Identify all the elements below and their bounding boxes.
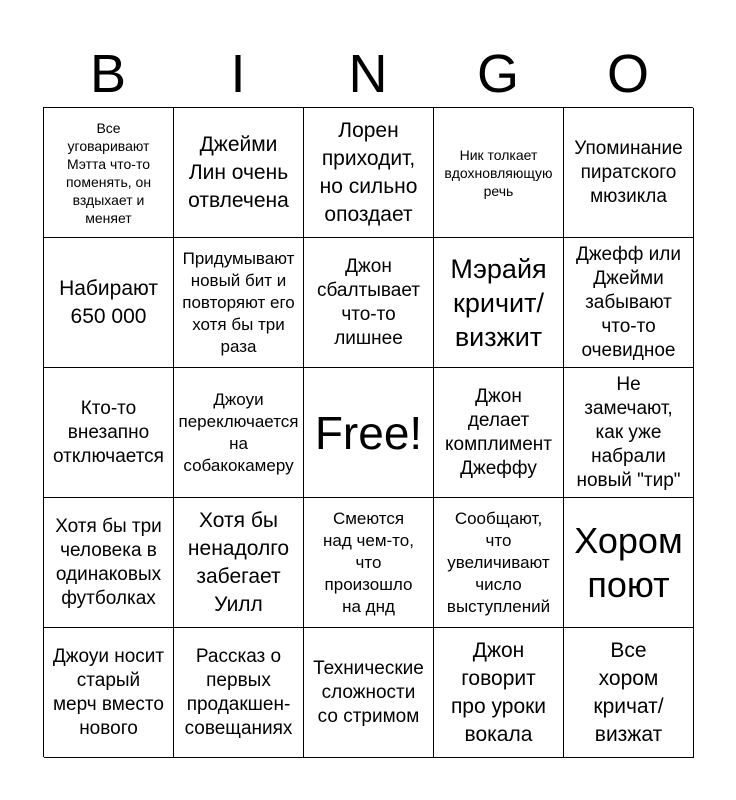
bingo-card-grid bbox=[43, 107, 693, 757]
cell-text: Набирают 650 000 bbox=[59, 276, 158, 328]
bingo-cell[interactable] bbox=[44, 108, 174, 238]
bingo-cell[interactable] bbox=[44, 498, 174, 628]
bingo-cell[interactable] bbox=[174, 368, 304, 498]
bingo-cell[interactable] bbox=[434, 628, 564, 758]
bingo-cell[interactable] bbox=[304, 498, 434, 628]
header-letter-g: G bbox=[476, 44, 519, 104]
bingo-cell[interactable] bbox=[304, 628, 434, 758]
bingo-cell[interactable] bbox=[44, 238, 174, 368]
bingo-cell[interactable] bbox=[44, 368, 174, 498]
cell-text: Джон говорит про уроки вокала bbox=[450, 638, 547, 746]
cell-text: Все уговаривают Мэтта что-то поменять, он вздыхает и меняет bbox=[65, 119, 152, 226]
cell-text: Сообщают, что увеличивают число выступлений bbox=[446, 508, 551, 616]
cell-text: Джейми Лин очень отвлечена bbox=[188, 132, 289, 212]
free-space-text: Free! bbox=[314, 406, 423, 459]
header-letter-n: N bbox=[348, 44, 388, 104]
cell-text: Джоуи носит старый мерч вместо нового bbox=[52, 645, 165, 739]
cell-text: Придумывают новый бит и повторяют его хотя бы три раза bbox=[182, 248, 295, 356]
cell-text: Ник толкает вдохновляющую речь bbox=[444, 146, 553, 199]
cell-text: Хором поют bbox=[574, 519, 683, 605]
bingo-cell[interactable] bbox=[174, 628, 304, 758]
header-letter-o: O bbox=[606, 44, 649, 104]
cell-text: Кто-то внезапно отключается bbox=[53, 397, 164, 467]
bingo-cell[interactable] bbox=[564, 368, 694, 498]
bingo-cell[interactable] bbox=[304, 238, 434, 368]
cell-text: Джефф или Джейми забывают что-то очевидное bbox=[575, 243, 681, 361]
cell-text: Джоуи переключается на собакокамеру bbox=[178, 389, 299, 475]
cell-text: Смеются над чем-то, что произошло на днд bbox=[323, 508, 414, 616]
header-letter-i: I bbox=[230, 44, 246, 104]
cell-text: Мэрайя кричит/ визжит bbox=[450, 253, 547, 352]
bingo-cell[interactable] bbox=[434, 108, 564, 238]
cell-text: Хотя бы ненадолго забегает Уилл bbox=[187, 508, 290, 616]
cell-text: Упоминание пиратского мюзикла bbox=[574, 137, 683, 207]
bingo-cell[interactable] bbox=[174, 498, 304, 628]
bingo-cell[interactable] bbox=[564, 238, 694, 368]
bingo-cell[interactable] bbox=[434, 368, 564, 498]
bingo-header bbox=[43, 40, 693, 108]
cell-text: Не замечают, как уже набрали новый "тир" bbox=[576, 373, 681, 491]
bingo-cell[interactable] bbox=[434, 498, 564, 628]
bingo-cell[interactable] bbox=[564, 628, 694, 758]
bingo-cell[interactable] bbox=[564, 498, 694, 628]
bingo-cell[interactable] bbox=[304, 108, 434, 238]
cell-text: Все хором кричат/ визжат bbox=[593, 638, 664, 746]
cell-text: Джон сбалтывает что-то лишнее bbox=[316, 255, 421, 349]
cell-text: Технические сложности со стримом bbox=[313, 657, 424, 727]
cell-text: Лорен приходит, но сильно опоздает bbox=[319, 118, 418, 226]
cell-text: Рассказ о первых продакшен- совещаниях bbox=[184, 645, 293, 739]
bingo-cell[interactable] bbox=[564, 108, 694, 238]
bingo-cell[interactable] bbox=[174, 238, 304, 368]
free-space-cell[interactable] bbox=[304, 368, 434, 498]
header-letter-b: B bbox=[89, 44, 127, 104]
cell-text: Хотя бы три человека в одинаковых футболках bbox=[55, 515, 162, 609]
cell-text: Джон делает комплимент Джеффу bbox=[445, 385, 552, 479]
bingo-cell[interactable] bbox=[174, 108, 304, 238]
bingo-cell[interactable] bbox=[434, 238, 564, 368]
bingo-cell[interactable] bbox=[44, 628, 174, 758]
